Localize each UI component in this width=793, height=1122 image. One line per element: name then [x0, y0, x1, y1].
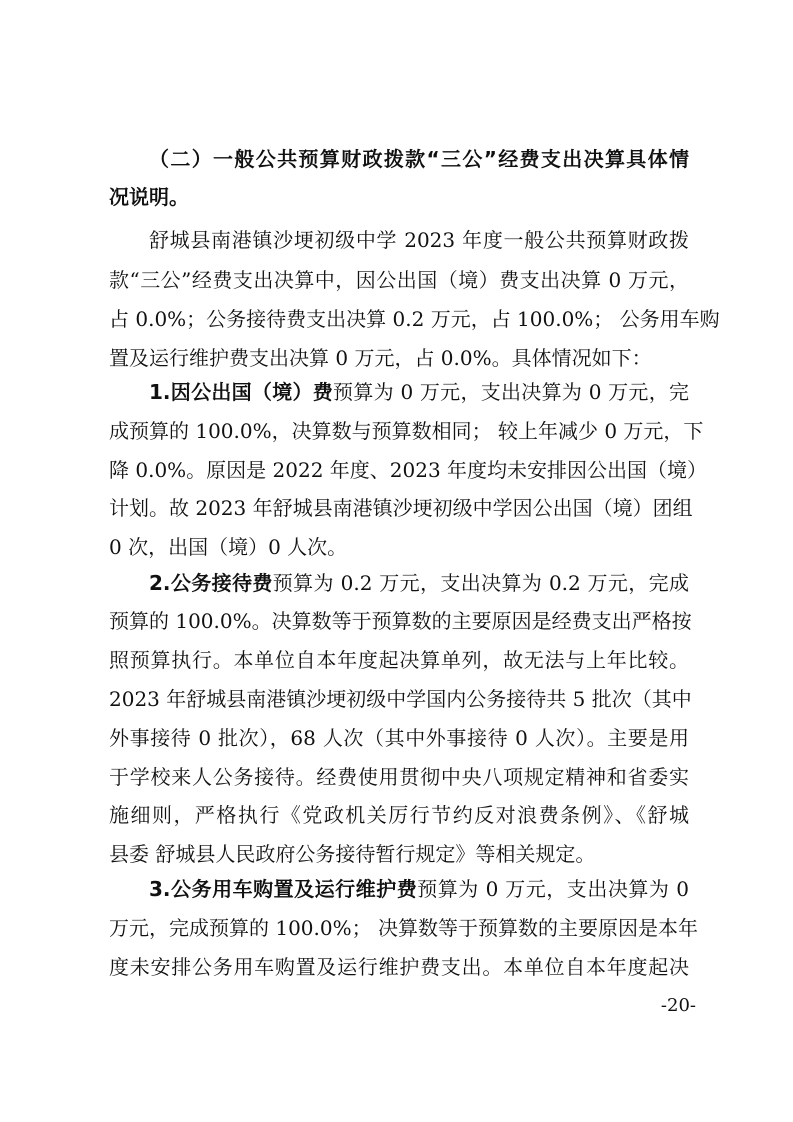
section-heading-line-2: 况说明。 — [109, 185, 189, 209]
item-3-line-2: 万元，完成预算的 100.0%； 决算数等于预算数的主要原因是本年 — [109, 916, 698, 940]
item-1-line-3: 降 0.0%。原因是 2022 年度、2023 年度均未安排因公出国（境） — [109, 458, 708, 482]
item-2-line-3: 照预算执行。本单位自本年度起决算单列，故无法与上年比较。 — [109, 648, 689, 672]
section-heading-line-1: （二）一般公共预算财政拨款“三公”经费支出决算具体情 — [149, 147, 689, 171]
item-3-line-3: 度未安排公务用车购置及运行维护费支出。本单位自本年度起决 — [109, 955, 689, 979]
item-3-first-text: 预算为 0 万元，支出决算为 0 — [417, 877, 689, 901]
item-3-first-line — [149, 873, 689, 905]
item-2-line-5: 外事接待 0 批次），68 人次（其中外事接待 0 人次）。主要是用 — [109, 726, 689, 750]
intro-paragraph-line-4: 置及运行维护费支出决算 0 万元，占 0.0%。具体情况如下： — [109, 346, 652, 370]
intro-paragraph-line-1: 舒城县南港镇沙埂初级中学 2023 年度一般公共预算财政拨 — [149, 228, 689, 252]
item-2-line-8: 县委 舒城县人民政府公务接待暂行规定》等相关规定。 — [109, 842, 596, 866]
item-2-line-2: 预算的 100.0%。决算数等于预算数的主要原因是经费支出严格按 — [109, 609, 692, 633]
item-3-label: 3.公务用车购置及运行维护费 — [149, 877, 418, 901]
item-2-line-4: 2023 年舒城县南港镇沙埂初级中学国内公务接待共 5 批次（其中 — [109, 687, 692, 711]
item-1-line-2: 成预算的 100.0%，决算数与预算数相同； 较上年减少 0 万元，下 — [109, 419, 704, 443]
item-1-first-text: 预算为 0 万元，支出决算为 0 万元，完 — [333, 380, 689, 404]
page-number: -20- — [660, 995, 696, 1016]
item-2-line-7: 施细则，严格执行《党政机关厉行节约反对浪费条例》、《舒城 — [109, 803, 689, 827]
item-1-line-5: 0 次，出国（境）0 人次。 — [109, 535, 348, 559]
item-1-line-4: 计划。故 2023 年舒城县南港镇沙埂初级中学因公出国（境）团组 — [109, 496, 693, 520]
item-1-label: 1.因公出国（境）费 — [149, 380, 334, 404]
item-2-first-line — [149, 567, 689, 599]
intro-paragraph-line-3: 占 0.0%；公务接待费支出决算 0.2 万元，占 100.0%； 公务用车购 — [109, 307, 720, 331]
item-2-first-text: 预算为 0.2 万元，支出决算为 0.2 万元，完成 — [272, 571, 689, 595]
item-2-line-6: 于学校来人公务接待。经费使用贯彻中央八项规定精神和省委实 — [109, 765, 689, 789]
item-2-label: 2.公务接待费 — [149, 571, 273, 595]
item-1-first-line — [149, 376, 689, 408]
intro-paragraph-line-2: 款“三公”经费支出决算中，因公出国（境）费支出决算 0 万元， — [109, 268, 689, 292]
